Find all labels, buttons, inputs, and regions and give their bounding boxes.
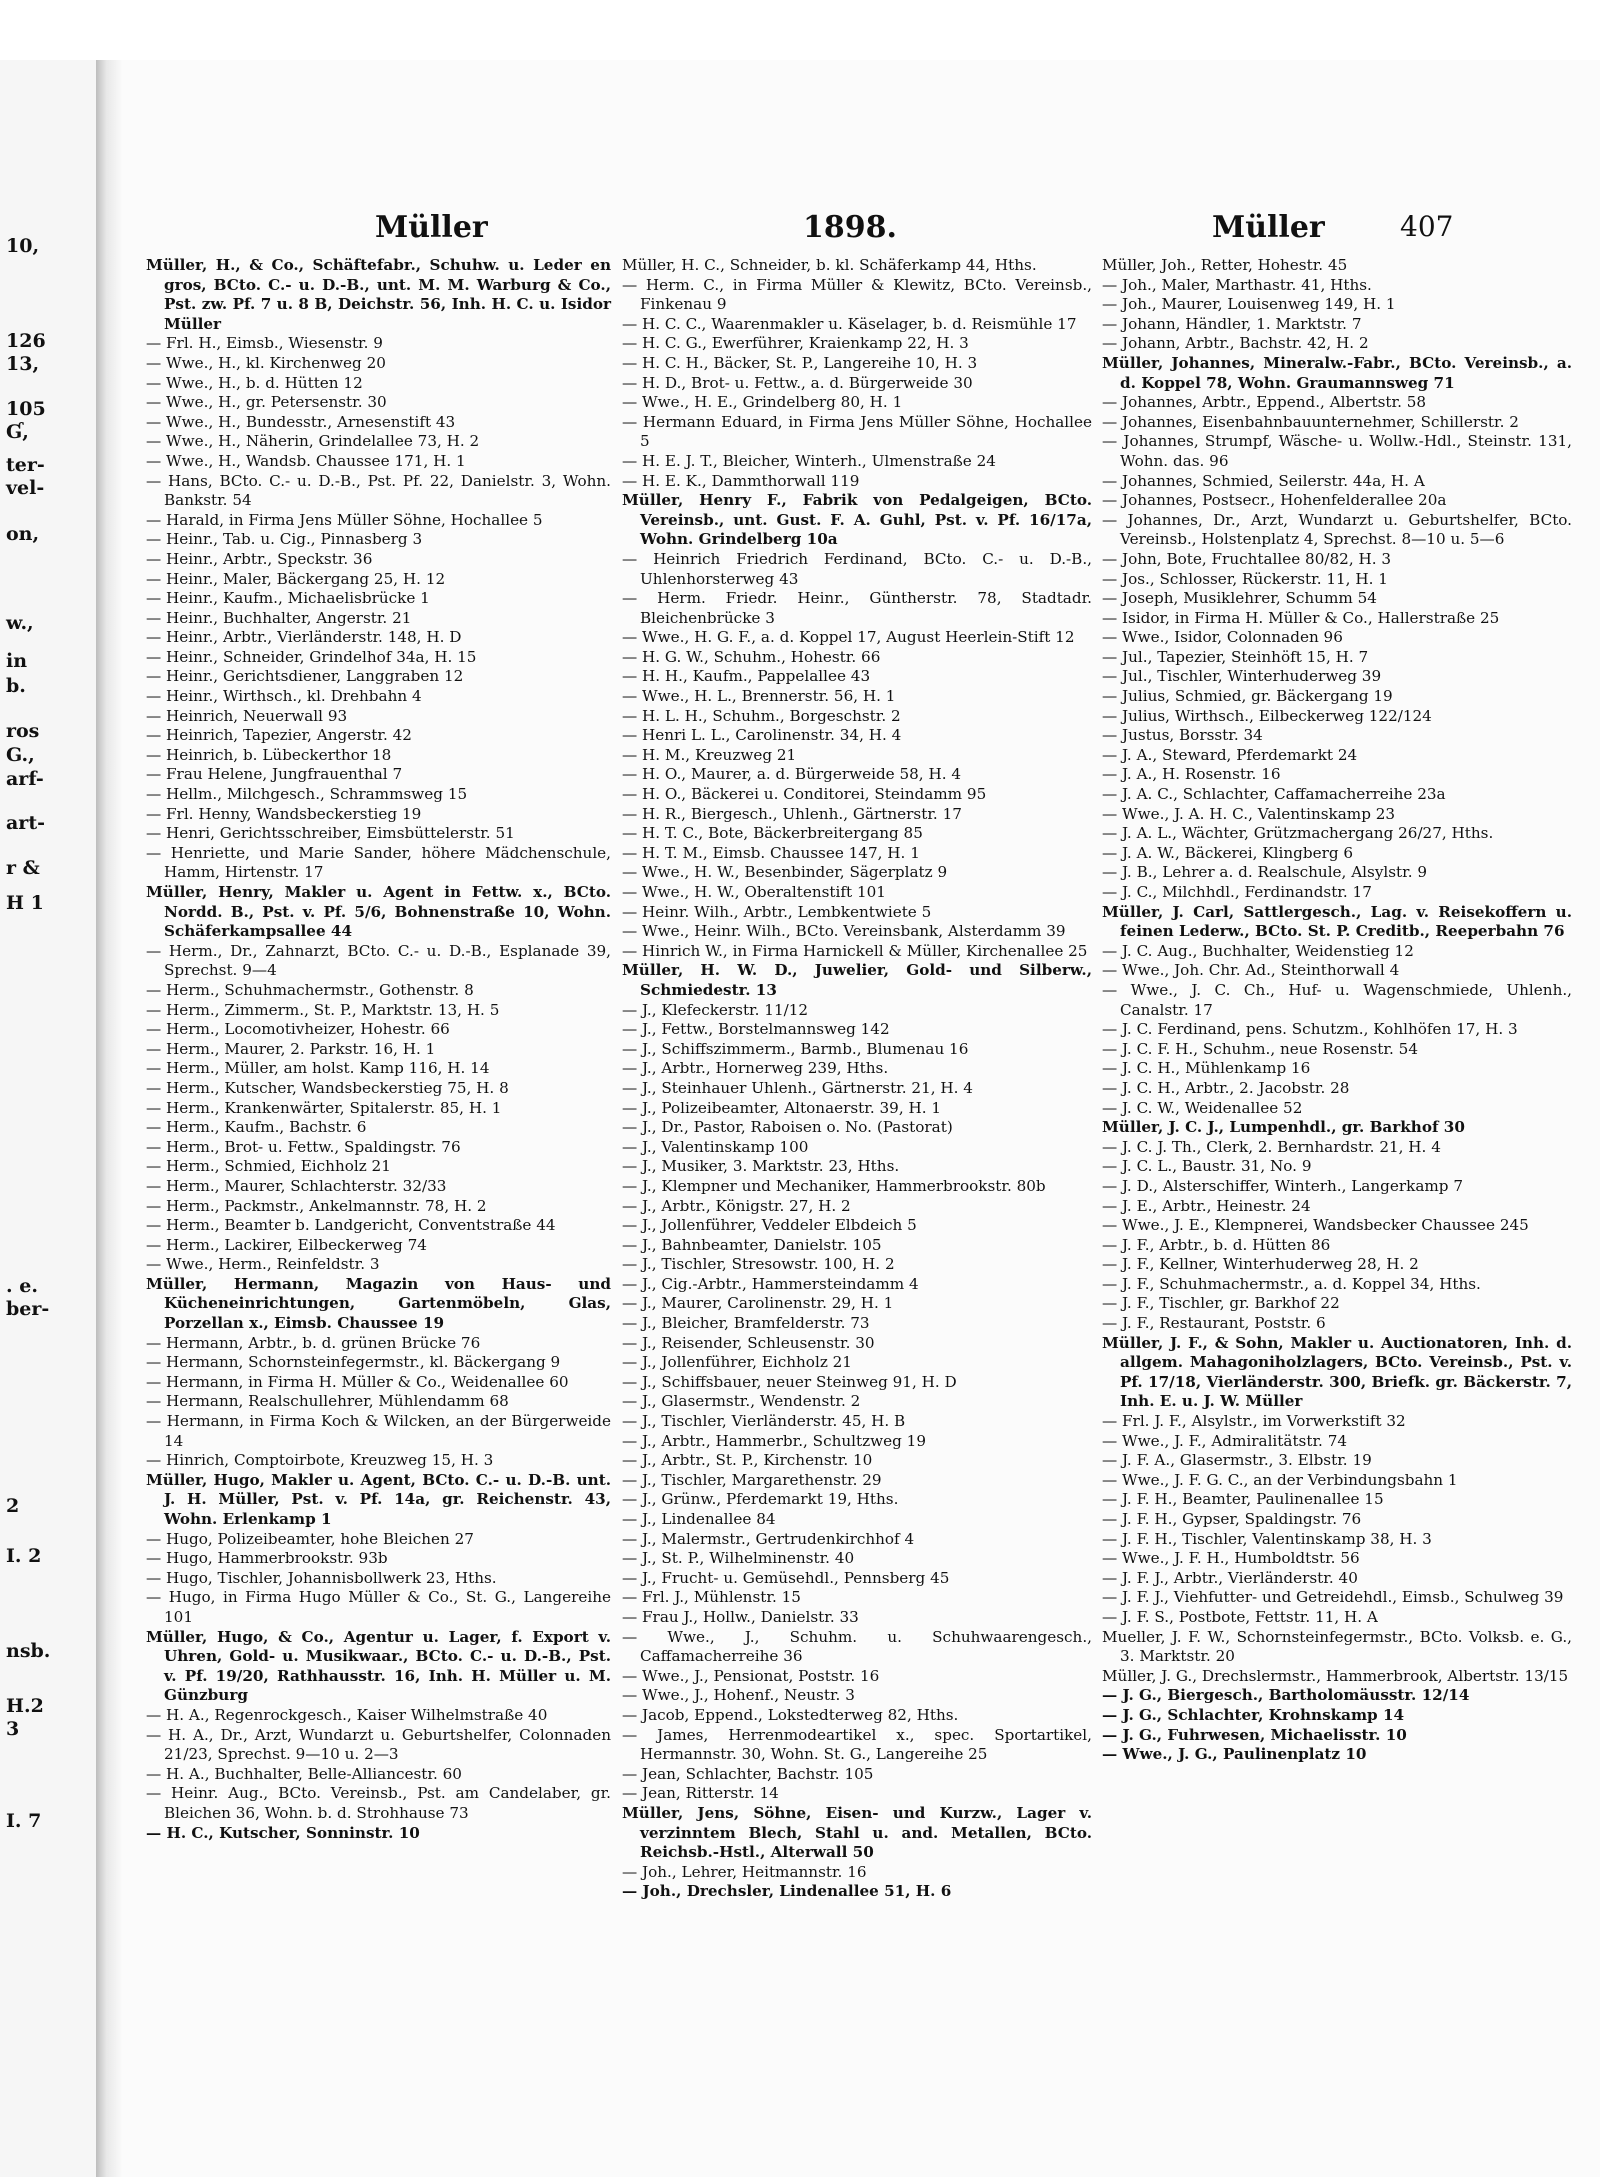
prev-page-fragment: 126 <box>6 330 46 352</box>
column-right <box>1102 256 1572 1765</box>
directory-entry: — Heinr., Arbtr., Speckstr. 36 <box>146 549 373 568</box>
directory-entry: — Johannes, Eisenbahnbauunternehmer, Schillerstr. 2 <box>1102 412 1519 431</box>
directory-entry: — Heinr., Maler, Bäckergang 25, H. 12 <box>146 569 446 588</box>
directory-entry: — J. F., Schuhmachermstr., a. d. Koppel 34, Hths. <box>1102 1274 1481 1293</box>
directory-entry: — J., Klefeckerstr. 11/12 <box>622 1000 809 1019</box>
prev-page-fragment: I. 7 <box>6 1810 42 1832</box>
directory-entry: — J. B., Lehrer a. d. Realschule, Alsylstr. 9 <box>1102 863 1428 882</box>
directory-entry: — Johannes, Schmied, Seilerstr. 44a, H. A <box>1102 471 1425 490</box>
directory-entry: — J., Schiffszimmerm., Barmb., Blumenau 16 <box>622 1039 969 1058</box>
directory-entry: — Herm., Maurer, 2. Parkstr. 16, H. 1 <box>146 1039 436 1058</box>
directory-entry: — Henri, Gerichtsschreiber, Eimsbüttelerstr. 51 <box>146 824 515 843</box>
directory-entry: — J., Musiker, 3. Marktstr. 23, Hths. <box>622 1157 900 1176</box>
directory-entry: — Jean, Schlachter, Bachstr. 105 <box>622 1764 874 1783</box>
directory-entry: — Wwe., J. A. H. C., Valentinskamp 23 <box>1102 804 1396 823</box>
directory-entry: — J., Schiffsbauer, neuer Steinweg 91, H. D <box>622 1372 957 1391</box>
directory-entry: — Heinr., Arbtr., Vierländerstr. 148, H. D <box>146 628 462 647</box>
directory-entry: — Herm., Brot- u. Fettw., Spaldingstr. 76 <box>146 1137 461 1156</box>
directory-entry: — Frl. J. F., Alsylstr., im Vorwerkstift 32 <box>1102 1412 1406 1431</box>
directory-entry: — J., Bleicher, Bramfelderstr. 73 <box>622 1314 870 1333</box>
directory-entry: — J. C., Milchhdl., Ferdinandstr. 17 <box>1102 883 1372 901</box>
directory-entry: Müller, Hugo, & Co., Agentur u. Lager, f. Export v. Uhren, Gold- u. Musikwaar., BCto. C.- u. D.-B., Pst. v. Pf. 19/20, Rathhausstr. 16, Inh. H. Müller u. M. Günzburg <box>146 1627 611 1705</box>
directory-entry: — J., Bahnbeamter, Danielstr. 105 <box>622 1235 882 1254</box>
directory-entry: — Hermann Eduard, in Firma Jens Müller Söhne, Hochallee 5 <box>622 412 1092 451</box>
page-number: 407 <box>1400 210 1454 243</box>
directory-entry: Müller, Hermann, Magazin von Haus- und Kücheneinrichtungen, Gartenmöbeln, Glas, Porzellan x., Eimsb. Chaussee 19 <box>146 1274 611 1333</box>
directory-entry: — J. F. H., Gypser, Spaldingstr. 76 <box>1102 1510 1362 1528</box>
directory-entry: — James, Herrenmodeartikel x., spec. Sportartikel, Hermannstr. 30, Wohn. St. G., Langereihe 25 <box>622 1725 1092 1764</box>
directory-entry: — J., Klempner und Mechaniker, Hammerbrookstr. 80b <box>622 1176 1046 1195</box>
directory-entry: — Herm., Lackirer, Eilbeckerweg 74 <box>146 1235 427 1254</box>
directory-entry: — H. M., Kreuzweg 21 <box>622 745 797 764</box>
directory-entry: — Johannes, Dr., Arzt, Wundarzt u. Geburtshelfer, BCto. Vereinsb., Holstenplatz 4, Sprechst. 8—10 u. 5—6 <box>1102 510 1572 549</box>
directory-entry: — Harald, in Firma Jens Müller Söhne, Hochallee 5 <box>146 510 543 529</box>
directory-entry: — J. F. J., Arbtr., Vierländerstr. 40 <box>1102 1568 1358 1587</box>
directory-entry: — H. H., Kaufm., Pappelallee 43 <box>622 667 871 686</box>
directory-entry: — Wwe., H., b. d. Hütten 12 <box>146 373 363 392</box>
directory-entry: — Herm., Müller, am holst. Kamp 116, H. 14 <box>146 1059 490 1078</box>
directory-entry: — Wwe., J. F. G. C., an der Verbindungsbahn 1 <box>1102 1470 1458 1489</box>
directory-entry: — Frau J., Hollw., Danielstr. 33 <box>622 1607 859 1626</box>
directory-entry: — Henriette, und Marie Sander, höhere Mädchenschule, Hamm, Hirtenstr. 17 <box>146 843 611 882</box>
directory-entry: — J., Grünw., Pferdemarkt 19, Hths. <box>622 1490 899 1509</box>
prev-page-fragment: 10, <box>6 235 40 257</box>
directory-entry: — J. C. H., Mühlenkamp 16 <box>1102 1059 1311 1078</box>
prev-page-fragment: I. 2 <box>6 1545 42 1567</box>
directory-entry: — J. G., Schlachter, Krohnskamp 14 <box>1102 1705 1405 1724</box>
prev-page-fragment: . e. <box>6 1275 38 1297</box>
directory-entry: — Heinr. Wilh., Arbtr., Lembkentwiete 5 <box>622 902 932 921</box>
prev-page-fragment: 13, <box>6 353 40 375</box>
directory-entry: Müller, Jens, Söhne, Eisen- und Kurzw., Lager v. verzinntem Blech, Stahl u. and. Metallen, BCto. Reichsb.-Hstl., Alterwall 50 <box>622 1803 1092 1862</box>
prev-page-fragment: vel- <box>6 477 45 499</box>
directory-entry: — J., Tischler, Margarethenstr. 29 <box>622 1470 882 1489</box>
directory-entry: — J., Valentinskamp 100 <box>622 1137 809 1156</box>
directory-entry: — J., Polizeibeamter, Altonaerstr. 39, H. 1 <box>622 1098 942 1117</box>
directory-entry: — H. O., Maurer, a. d. Bürgerweide 58, H. 4 <box>622 765 962 784</box>
directory-entry: — J. A. L., Wächter, Grützmachergang 26/27, Hths. <box>1102 824 1494 843</box>
prev-page-fragment: on, <box>6 523 40 545</box>
directory-entry: — Heinrich, Neuerwall 93 <box>146 706 348 725</box>
directory-entry: Müller, H., & Co., Schäftefabr., Schuhw. u. Leder en gros, BCto. C.- u. D.-B., unt. M. M. Warburg & Co., Pst. zw. Pf. 7 u. 8 B, Deichstr. 56, Inh. H. C. u. Isidor Müller <box>146 256 611 333</box>
directory-entry: — Jean, Ritterstr. 14 <box>622 1784 779 1803</box>
directory-entry: — J., St. P., Wilhelminenstr. 40 <box>622 1549 855 1568</box>
directory-entry: — J. F. H., Beamter, Paulinenallee 15 <box>1102 1490 1384 1509</box>
directory-entry: — H. E. K., Dammthorwall 119 <box>622 471 860 490</box>
directory-entry: — Julius, Wirthsch., Eilbeckerweg 122/124 <box>1102 706 1432 725</box>
directory-entry: Müller, J. F., & Sohn, Makler u. Auctionatoren, Inh. d. allgem. Mahagoniholzlagers, BCto. Vereinsb., Pst. v. Pf. 17/18, Vierländerstr. 300, Briefk. gr. Bäckerstr. 7, Inh. E. u. J. W. Müller <box>1102 1333 1572 1411</box>
directory-entry: — Wwe., Isidor, Colonnaden 96 <box>1102 628 1343 647</box>
prev-page-fragment: b. <box>6 675 26 697</box>
prev-page-fragment: G., <box>6 744 35 766</box>
prev-page-fragment: in <box>6 650 28 672</box>
prev-page-fragment: 3 <box>6 1718 20 1740</box>
directory-entry: — Hermann, Schornsteinfegermstr., kl. Bäckergang 9 <box>146 1353 561 1372</box>
directory-entry: — Wwe., H., kl. Kirchenweg 20 <box>146 353 386 372</box>
directory-entry: — J. F., Restaurant, Poststr. 6 <box>1102 1314 1326 1333</box>
directory-entry: Müller, Johannes, Mineralw.-Fabr., BCto. Vereinsb., a. d. Koppel 78, Wohn. Graumannsweg 71 <box>1102 353 1572 392</box>
directory-entry: — Isidor, in Firma H. Müller & Co., Hallerstraße 25 <box>1102 608 1500 627</box>
directory-entry: — Herm., Schuhmachermstr., Gothenstr. 8 <box>146 980 474 999</box>
directory-entry: — J., Reisender, Schleusenstr. 30 <box>622 1333 875 1352</box>
directory-entry: — Johannes, Postsecr., Hohenfelderallee 20a <box>1102 491 1447 510</box>
directory-entry: — Jul., Tischler, Winterhuderweg 39 <box>1102 667 1382 686</box>
directory-entry: — Heinrich, b. Lübeckerthor 18 <box>146 745 392 764</box>
directory-entry: — J. C. Ferdinand, pens. Schutzm., Kohlhöfen 17, H. 3 <box>1102 1020 1518 1039</box>
directory-entry: — Herm., Zimmerm., St. P., Marktstr. 13, H. 5 <box>146 1000 500 1019</box>
directory-entry: — Heinr., Wirthsch., kl. Drehbahn 4 <box>146 687 422 706</box>
directory-entry: — J., Steinhauer Uhlenh., Gärtnerstr. 21, H. 4 <box>622 1078 973 1097</box>
running-head-right: Müller <box>1212 210 1325 245</box>
directory-entry: — Hinrich, Comptoirbote, Kreuzweg 15, H. 3 <box>146 1451 494 1470</box>
directory-entry: — Johannes, Arbtr., Eppend., Albertstr. 58 <box>1102 393 1427 412</box>
directory-entry: — Justus, Borsstr. 34 <box>1102 726 1263 745</box>
directory-entry: — J., Arbtr., Hammerbr., Schultzweg 19 <box>622 1431 926 1450</box>
directory-entry: — Hugo, Polizeibeamter, hohe Bleichen 27 <box>146 1529 474 1548</box>
directory-entry: — Wwe., H., Näherin, Grindelallee 73, H. 2 <box>146 432 480 451</box>
directory-entry: — Wwe., Herm., Reinfeldstr. 3 <box>146 1255 380 1274</box>
directory-entry: — H. C., Kutscher, Sonninstr. 10 <box>146 1823 420 1842</box>
directory-entry: — J. F., Arbtr., b. d. Hütten 86 <box>1102 1235 1331 1254</box>
directory-entry: — J., Malermstr., Gertrudenkirchhof 4 <box>622 1529 915 1548</box>
directory-entry: — Joh., Maler, Marthastr. 41, Hths. <box>1102 275 1372 294</box>
directory-entry: — J., Dr., Pastor, Raboisen o. No. (Pastorat) <box>622 1118 953 1137</box>
directory-entry: — H. C. G., Ewerführer, Kraienkamp 22, H. 3 <box>622 334 969 353</box>
column-middle <box>622 256 1092 1902</box>
directory-entry: — J. F. J., Viehfutter- und Getreidehdl., Eimsb., Schulweg 39 <box>1102 1588 1564 1607</box>
directory-entry: — Hinrich W., in Firma Harnickell & Müller, Kirchenallee 25 <box>622 941 1088 960</box>
directory-entry: Müller, J. C. J., Lumpenhdl., gr. Barkhof 30 <box>1102 1118 1465 1137</box>
directory-entry: — Johann, Arbtr., Bachstr. 42, H. 2 <box>1102 334 1369 353</box>
directory-entry: — Wwe., H. L., Brennerstr. 56, H. 1 <box>622 687 896 706</box>
prev-page-fragment: arf- <box>6 768 44 790</box>
directory-entry: — Wwe., H., Bundesstr., Arnesenstift 43 <box>146 412 456 431</box>
directory-entry: — Jul., Tapezier, Steinhöft 15, H. 7 <box>1102 647 1369 666</box>
directory-entry: — Hans, BCto. C.- u. D.-B., Pst. Pf. 22, Danielstr. 3, Wohn. Bankstr. 54 <box>146 471 611 510</box>
directory-entry: Müller, J. G., Drechslermstr., Hammerbrook, Albertstr. 13/15 <box>1102 1666 1569 1685</box>
directory-entry: — J. C. F. H., Schuhm., neue Rosenstr. 54 <box>1102 1039 1418 1058</box>
directory-entry: — H. D., Brot- u. Fettw., a. d. Bürgerweide 30 <box>622 373 973 392</box>
directory-entry: — J. D., Alsterschiffer, Winterh., Langerkamp 7 <box>1102 1176 1463 1195</box>
directory-entry: — H. G. W., Schuhm., Hohestr. 66 <box>622 647 881 666</box>
directory-entry: — Jacob, Eppend., Lokstedterweg 82, Hths. <box>622 1705 959 1724</box>
directory-entry: Müller, Henry F., Fabrik von Pedalgeigen, BCto. Vereinsb., unt. Gust. F. A. Guhl, Pst. v. Pf. 16/17a, Wohn. Grindelberg 10a <box>622 491 1092 549</box>
directory-entry: — Hellm., Milchgesch., Schrammsweg 15 <box>146 785 468 804</box>
directory-entry: — Wwe., H. G. F., a. d. Koppel 17, August Heerlein-Stift 12 <box>622 628 1075 647</box>
directory-page <box>122 60 1600 2177</box>
directory-entry: — Wwe., H. E., Grindelberg 80, H. 1 <box>622 393 903 412</box>
directory-entry: — Joh., Lehrer, Heitmannstr. 16 <box>622 1862 867 1881</box>
directory-entry: — Wwe., J. E., Klempnerei, Wandsbecker Chaussee 245 <box>1102 1216 1529 1235</box>
directory-entry: — H. A., Regenrockgesch., Kaiser Wilhelmstraße 40 <box>146 1705 548 1724</box>
directory-entry: Müller, Hugo, Makler u. Agent, BCto. C.- u. D.-B. unt. J. H. Müller, Pst. v. Pf. 14a, gr. Reichenstr. 43, Wohn. Erlenkamp 1 <box>146 1470 611 1528</box>
directory-entry: — J. G., Biergesch., Bartholomäusstr. 12/14 <box>1102 1686 1470 1705</box>
directory-entry: — J., Maurer, Carolinenstr. 29, H. 1 <box>622 1294 894 1313</box>
directory-entry: — J. G., Fuhrwesen, Michaelisstr. 10 <box>1102 1725 1407 1744</box>
directory-entry: — J. F., Kellner, Winterhuderweg 28, H. 2 <box>1102 1255 1419 1274</box>
directory-entry: — Hugo, Tischler, Johannisbollwerk 23, Hths. <box>146 1568 497 1587</box>
directory-entry: Müller, H. W. D., Juwelier, Gold- und Silberw., Schmiedestr. 13 <box>622 961 1092 999</box>
directory-entry: — Hugo, Hammerbrookstr. 93b <box>146 1549 388 1568</box>
directory-entry: — Wwe., H. W., Besenbinder, Sägerplatz 9 <box>622 863 948 882</box>
directory-entry: — J. C. J. Th., Clerk, 2. Bernhardstr. 21, H. 4 <box>1102 1137 1441 1156</box>
directory-entry: — J. A. C., Schlachter, Caffamacherreihe 23a <box>1102 785 1446 804</box>
directory-entry: — H. E. J. T., Bleicher, Winterh., Ulmenstraße 24 <box>622 451 996 470</box>
directory-entry: — J. A., Steward, Pferdemarkt 24 <box>1102 745 1358 764</box>
directory-entry: — Joseph, Musiklehrer, Schumm 54 <box>1102 589 1377 608</box>
directory-entry: — J., Cig.-Arbtr., Hammersteindamm 4 <box>622 1274 919 1293</box>
directory-entry: — Heinr. Aug., BCto. Vereinsb., Pst. am Candelaber, gr. Bleichen 36, Wohn. b. d. Strohhause 73 <box>146 1784 611 1822</box>
directory-entry: — Jos., Schlosser, Rückerstr. 11, H. 1 <box>1102 569 1388 588</box>
directory-entry: Müller, J. Carl, Sattlergesch., Lag. v. Reisekoffern u. feinen Lederw., BCto. St. P. Creditb., Reeperbahn 76 <box>1102 902 1572 941</box>
directory-entry: — J. C. W., Weidenallee 52 <box>1102 1098 1303 1117</box>
directory-entry: — Joh., Drechsler, Lindenallee 51, H. 6 <box>622 1882 952 1901</box>
directory-entry: — Johann, Händler, 1. Marktstr. 7 <box>1102 314 1362 333</box>
directory-entry: — Hermann, in Firma H. Müller & Co., Weidenallee 60 <box>146 1372 569 1391</box>
directory-entry: — Frl. J., Mühlenstr. 15 <box>622 1588 801 1607</box>
directory-entry: — Herm., Kutscher, Wandsbeckerstieg 75, H. 8 <box>146 1078 509 1097</box>
directory-entry: — J., Frucht- u. Gemüsehdl., Pennsberg 45 <box>622 1568 950 1587</box>
directory-entry: — J., Jollenführer, Eichholz 21 <box>622 1353 852 1372</box>
directory-entry: — H. O., Bäckerei u. Conditorei, Steindamm 95 <box>622 785 987 804</box>
directory-entry: — H. A., Buchhalter, Belle-Alliancestr. 60 <box>146 1764 462 1783</box>
directory-entry: — Herm., Maurer, Schlachterstr. 32/33 <box>146 1176 447 1195</box>
directory-entry: Müller, H. C., Schneider, b. kl. Schäferkamp 44, Hths. <box>622 256 1037 274</box>
directory-entry: — J. F. S., Postbote, Fettstr. 11, H. A <box>1102 1607 1378 1626</box>
directory-entry: Müller, Henry, Makler u. Agent in Fettw. x., BCto. Nordd. B., Pst. v. Pf. 5/6, Bohnenstraße 10, Wohn. Schäferkampsallee 44 <box>146 883 611 941</box>
directory-entry: Müller, Joh., Retter, Hohestr. 45 <box>1102 256 1348 274</box>
book-gutter <box>96 60 122 2177</box>
directory-entry: — Joh., Maurer, Louisenweg 149, H. 1 <box>1102 295 1396 314</box>
scan-border <box>0 0 1600 60</box>
directory-entry: — Wwe., J. C. Ch., Huf- u. Wagenschmiede, Uhlenh., Canalstr. 17 <box>1102 980 1572 1019</box>
prev-page-fragment: ros <box>6 720 40 742</box>
directory-entry: — H. R., Biergesch., Uhlenh., Gärtnerstr. 17 <box>622 804 962 823</box>
directory-entry: — Herm., Krankenwärter, Spitalerstr. 85, H. 1 <box>146 1098 502 1117</box>
prev-page-fragment: 2 <box>6 1495 20 1517</box>
prev-page-fragment: H.2 <box>6 1695 44 1717</box>
directory-entry: — Hermann, Realschullehrer, Mühlendamm 68 <box>146 1392 509 1411</box>
directory-entry: — Wwe., J., Hohenf., Neustr. 3 <box>622 1686 855 1705</box>
directory-entry: — J. A., H. Rosenstr. 16 <box>1102 765 1281 784</box>
directory-entry: — J., Jollenführer, Veddeler Elbdeich 5 <box>622 1216 917 1235</box>
directory-entry: — Wwe., H., Wandsb. Chaussee 171, H. 1 <box>146 451 466 470</box>
directory-entry: — Heinr., Schneider, Grindelhof 34a, H. 15 <box>146 647 477 666</box>
directory-entry: — J. C. H., Arbtr., 2. Jacobstr. 28 <box>1102 1078 1350 1097</box>
directory-entry: — Herm., Dr., Zahnarzt, BCto. C.- u. D.-B., Esplanade 39, Sprechst. 9—4 <box>146 941 611 980</box>
directory-entry: — J. F., Tischler, gr. Barkhof 22 <box>1102 1294 1340 1313</box>
directory-entry: — Henri L. L., Carolinenstr. 34, H. 4 <box>622 726 902 745</box>
directory-entry: — H. A., Dr., Arzt, Wundarzt u. Geburtshelfer, Colonnaden 21/23, Sprechst. 9—10 u. 2—3 <box>146 1725 611 1764</box>
directory-entry: — Heinr., Tab. u. Cig., Pinnasberg 3 <box>146 530 423 549</box>
directory-entry: — Wwe., Joh. Chr. Ad., Steinthorwall 4 <box>1102 961 1400 980</box>
running-head-left: Müller <box>375 210 488 245</box>
directory-entry: — Frl. H., Eimsb., Wiesenstr. 9 <box>146 334 383 353</box>
directory-entry: — Heinrich, Tapezier, Angerstr. 42 <box>146 726 412 745</box>
directory-entry: — J. F. H., Tischler, Valentinskamp 38, H. 3 <box>1102 1529 1432 1548</box>
directory-entry: — Heinr., Gerichtsdiener, Langgraben 12 <box>146 667 464 686</box>
directory-entry: — J., Arbtr., Hornerweg 239, Hths. <box>622 1059 889 1078</box>
directory-entry: — J., Glasermstr., Wendenstr. 2 <box>622 1392 861 1411</box>
directory-entry: — Julius, Schmied, gr. Bäckergang 19 <box>1102 687 1393 706</box>
directory-entry: — J., Fettw., Borstelmannsweg 142 <box>622 1020 890 1039</box>
directory-entry: — J., Arbtr., Königstr. 27, H. 2 <box>622 1196 851 1215</box>
directory-entry: — Wwe., J. F., Admiralitätstr. 74 <box>1102 1431 1348 1450</box>
directory-entry: — H. L. H., Schuhm., Borgeschstr. 2 <box>622 706 901 725</box>
directory-entry: — J. A. W., Bäckerei, Klingberg 6 <box>1102 843 1354 862</box>
directory-entry: — Hugo, in Firma Hugo Müller & Co., St. G., Langereihe 101 <box>146 1588 611 1626</box>
directory-entry: — J., Arbtr., St. P., Kirchenstr. 10 <box>622 1451 873 1470</box>
year-heading: 1898. <box>803 210 897 245</box>
prev-page-fragment: Ɠ, <box>6 421 29 443</box>
directory-entry: — Frl. Henny, Wandsbeckerstieg 19 <box>146 804 422 823</box>
directory-entry: — J., Tischler, Vierländerstr. 45, H. B <box>622 1412 906 1431</box>
directory-entry: — Wwe., H. W., Oberaltenstift 101 <box>622 883 886 901</box>
directory-entry: — Herm., Beamter b. Landgericht, Conventstraße 44 <box>146 1216 556 1235</box>
directory-entry: — Herm., Packmstr., Ankelmannstr. 78, H. 2 <box>146 1196 487 1215</box>
directory-entry: — Heinr., Kaufm., Michaelisbrücke 1 <box>146 589 430 608</box>
directory-entry: — J. C. L., Baustr. 31, No. 9 <box>1102 1157 1312 1176</box>
prev-page-fragment: w., <box>6 612 34 634</box>
directory-entry: — Heinr., Buchhalter, Angerstr. 21 <box>146 608 412 627</box>
directory-entry: — H. C. H., Bäcker, St. P., Langereihe 10, H. 3 <box>622 353 978 372</box>
prev-page-fragment: H 1 <box>6 892 44 914</box>
directory-entry: — Herm. Friedr. Heinr., Güntherstr. 78, Stadtadr. Bleichenbrücke 3 <box>622 589 1092 627</box>
directory-entry: — Herm., Locomotivheizer, Hohestr. 66 <box>146 1020 450 1039</box>
directory-entry: — Johannes, Strumpf, Wäsche- u. Wollw.-Hdl., Steinstr. 131, Wohn. das. 96 <box>1102 432 1572 470</box>
directory-entry: — Herm. C., in Firma Müller & Klewitz, BCto. Vereinsb., Finkenau 9 <box>622 275 1092 314</box>
directory-entry: — Wwe., Heinr. Wilh., BCto. Vereinsbank, Alsterdamm 39 <box>622 922 1066 941</box>
directory-entry: — J., Lindenallee 84 <box>622 1510 776 1528</box>
prev-page-fragment: ber- <box>6 1298 50 1320</box>
directory-entry: — John, Bote, Fruchtallee 80/82, H. 3 <box>1102 549 1392 568</box>
directory-entry: — H. T. C., Bote, Bäckerbreitergang 85 <box>622 824 923 843</box>
column-left <box>146 256 611 1843</box>
directory-entry: — J. E., Arbtr., Heinestr. 24 <box>1102 1196 1311 1215</box>
directory-entry: — Wwe., H., gr. Petersenstr. 30 <box>146 393 387 412</box>
prev-page-fragment: ter- <box>6 454 45 476</box>
prev-page-fragment: 105 <box>6 398 46 420</box>
directory-entry: — J. F. A., Glasermstr., 3. Elbstr. 19 <box>1102 1451 1372 1470</box>
directory-entry: — Herm., Kaufm., Bachstr. 6 <box>146 1118 367 1137</box>
previous-page-edge <box>0 60 96 2177</box>
directory-entry: — Wwe., J. F. H., Humboldtstr. 56 <box>1102 1549 1360 1568</box>
directory-entry: — Wwe., J. G., Paulinenplatz 10 <box>1102 1745 1367 1764</box>
prev-page-fragment: r & <box>6 857 40 879</box>
prev-page-fragment: art- <box>6 812 45 834</box>
directory-entry: — Hermann, in Firma Koch & Wilcken, an der Bürgerweide 14 <box>146 1412 611 1450</box>
prev-page-fragment: nsb. <box>6 1640 51 1662</box>
directory-entry: — Wwe., J., Schuhm. u. Schuhwaarengesch., Caffamacherreihe 36 <box>622 1627 1092 1666</box>
directory-entry: — Heinrich Friedrich Ferdinand, BCto. C.- u. D.-B., Uhlenhorsterweg 43 <box>622 549 1092 588</box>
directory-entry: — Herm., Schmied, Eichholz 21 <box>146 1157 391 1176</box>
directory-entry: Mueller, J. F. W., Schornsteinfegermstr., BCto. Volksb. e. G., 3. Marktstr. 20 <box>1102 1627 1572 1666</box>
directory-entry: — J., Tischler, Stresowstr. 100, H. 2 <box>622 1255 895 1274</box>
directory-entry: — Hermann, Arbtr., b. d. grünen Brücke 76 <box>146 1333 481 1352</box>
directory-entry: — Wwe., J., Pensionat, Poststr. 16 <box>622 1666 880 1685</box>
directory-entry: — H. T. M., Eimsb. Chaussee 147, H. 1 <box>622 843 920 862</box>
directory-entry: — J. C. Aug., Buchhalter, Weidenstieg 12 <box>1102 941 1414 960</box>
directory-entry: — Frau Helene, Jungfrauenthal 7 <box>146 765 403 784</box>
directory-entry: — H. C. C., Waarenmakler u. Käselager, b. d. Reismühle 17 <box>622 314 1077 333</box>
